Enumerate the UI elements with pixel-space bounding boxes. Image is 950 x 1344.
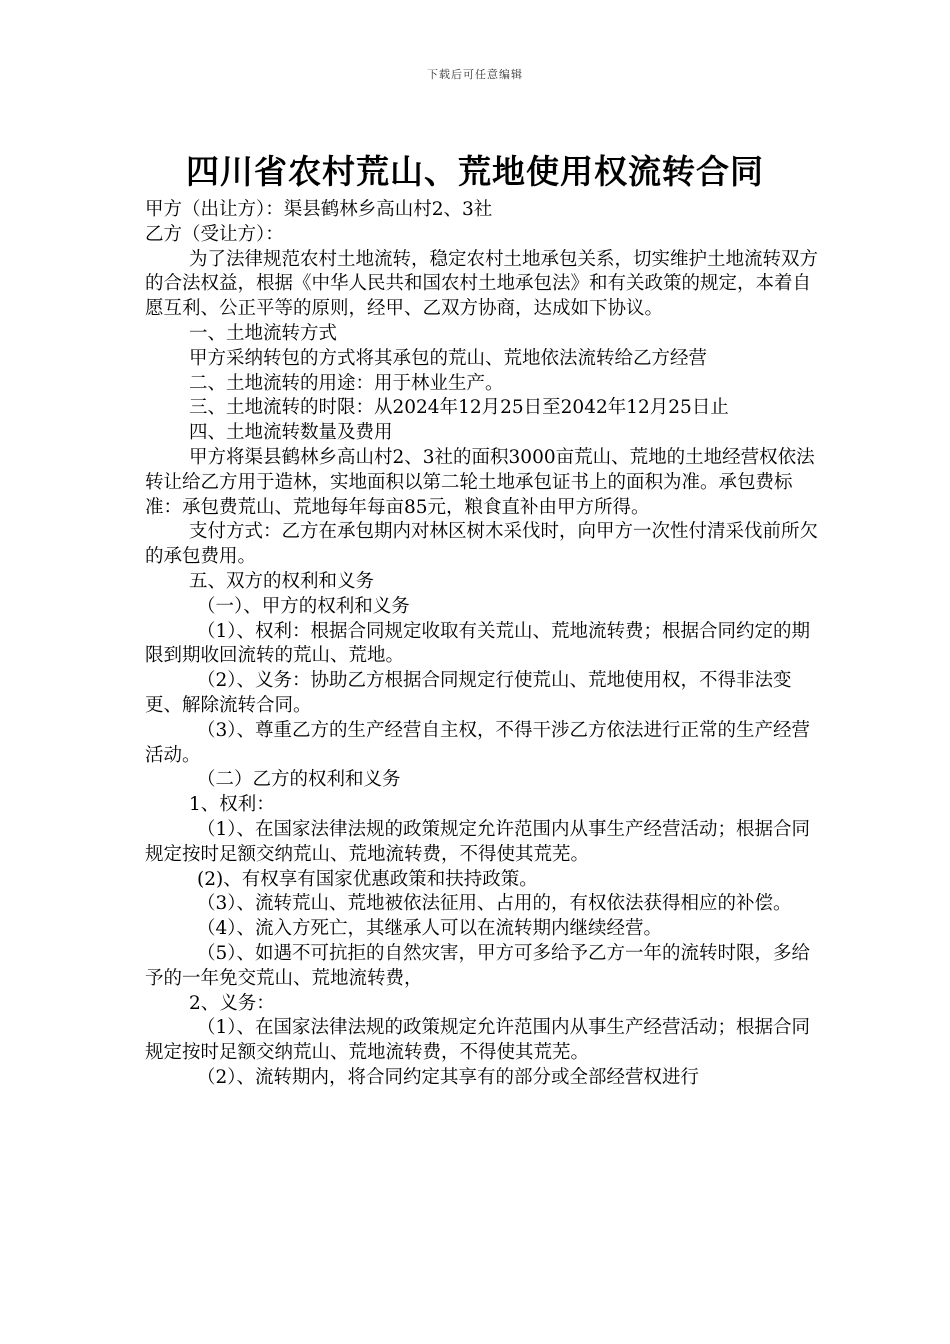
party-b-duty-1: （1）、在国家法律法规的政策规定允许范围内从事生产经营活动；根据合同规定按时足额交纳荒山、荒地流转费，不得使其荒芜。 [145, 1017, 811, 1064]
section-5-heading: 五、双方的权利和义务 [189, 570, 375, 592]
party-a-rights-heading: （一）、甲方的权利和义务 [197, 595, 410, 617]
party-a-clause-1: （1）、权利：根据合同规定收取有关荒山、荒地流转费；根据合同约定的期限到期收回流转的荒山、荒地。 [145, 620, 811, 667]
party-b-right-1: （1）、在国家法律法规的政策规定允许范围内从事生产经营活动；根据合同规定按时足额交纳荒山、荒地流转费，不得使其荒芜。 [145, 818, 811, 865]
preamble-paragraph: 为了法律规范农村土地流转，稳定农村土地承包关系，切实维护土地流转双方的合法权益，根据《中华人民共和国农村土地承包法》和有关政策的规定，本着自愿互利、公正平等的原则，经甲、乙双方协商，达成如下协议。 [145, 248, 819, 320]
party-b-rights-label: 1、权利： [189, 794, 275, 816]
contract-body [145, 198, 825, 1091]
party-b-duties-label: 2、义务： [189, 992, 275, 1014]
payment-method-text: 支付方式：乙方在承包期内对林区树木采伐时，向甲方一次性付清采伐前所欠的承包费用。 [145, 521, 819, 568]
party-b-right-5: （5）、如遇不可抗拒的自然灾害，甲方可多给予乙方一年的流转时限，多给予的一年免交荒山、荒地流转费， [145, 942, 811, 989]
party-a-clause-2: （2）、义务：协助乙方根据合同规定行使荒山、荒地使用权，不得非法变更、解除流转合同。 [145, 670, 792, 716]
party-a-line: 甲方（出让方）：渠县鹤林乡高山村2、3社 [145, 199, 493, 220]
party-b-right-3: （3）、流转荒山、荒地被依法征用、占用的，有权依法获得相应的补偿。 [197, 893, 792, 915]
section-4-heading: 四、土地流转数量及费用 [189, 422, 393, 444]
section-3-text: 三、土地流转的时限：从2024年12月25日至2042年12月25日止 [189, 397, 729, 419]
party-a-clause-3: （3）、尊重乙方的生产经营自主权，不得干涉乙方依法进行正常的生产经营活动。 [145, 719, 811, 766]
contract-title: 四川省农村荒山、荒地使用权流转合同 [186, 152, 764, 192]
party-b-right-4: （4）、流入方死亡，其继承人可以在流转期内继续经营。 [197, 918, 663, 940]
party-b-duty-2: （2）、流转期内，将合同约定其享有的部分或全部经营权进行 [197, 1066, 700, 1088]
section-1-text: 甲方采纳转包的方式将其承包的荒山、荒地依法流转给乙方经营 [189, 347, 708, 369]
party-b-rights-heading: （二）乙方的权利和义务 [197, 769, 401, 791]
download-note: 下载后可任意编辑 [427, 68, 523, 81]
section-1-heading: 一、土地流转方式 [189, 322, 338, 344]
party-b-line: 乙方（受让方）： [145, 223, 284, 245]
section-2-text: 二、土地流转的用途：用于林业生产。 [189, 372, 504, 394]
section-4-text: 甲方将渠县鹤林乡高山村2、3社的面积3000亩荒山、荒地的土地经营权依法转让给乙方用于造林，实地面积以第二轮土地承包证书上的面积为准。承包费标准：承包费荒山、荒地每年每亩85元，粮食直补由甲方所得。 [145, 446, 815, 518]
party-b-right-2: (2)、有权享有国家优惠政策和扶持政策。 [197, 868, 538, 890]
